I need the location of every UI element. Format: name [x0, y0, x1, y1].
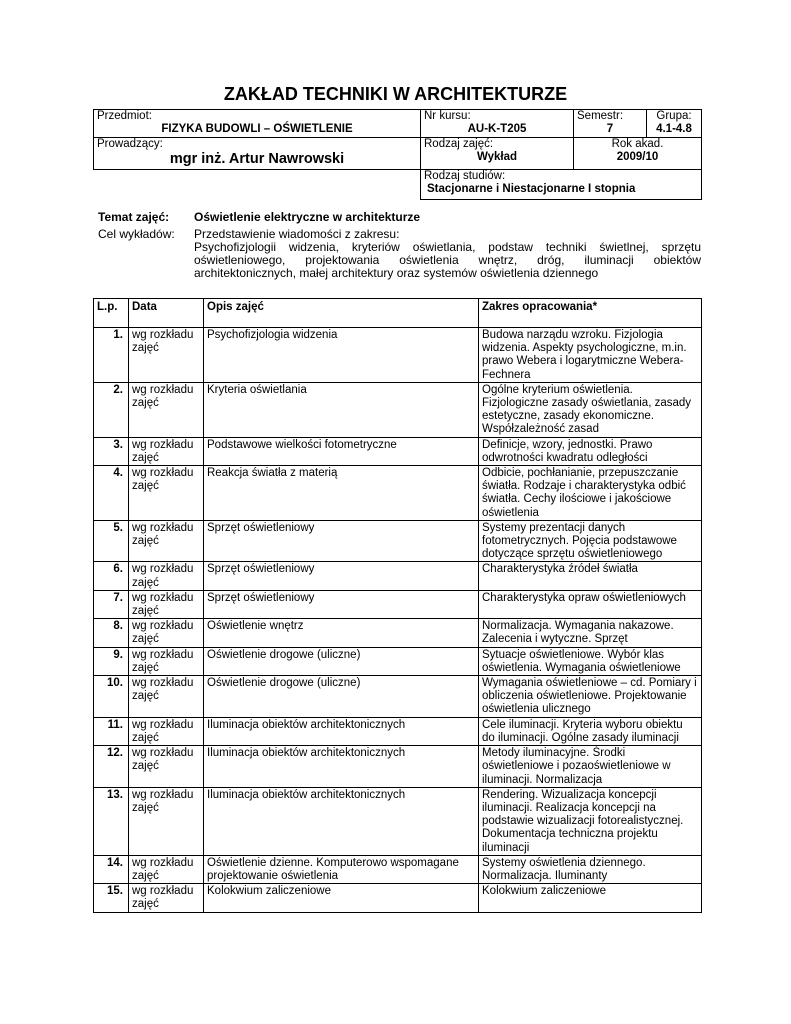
academic-year-label: Rok akad.	[611, 138, 664, 150]
row-lp: 9.	[94, 647, 129, 675]
row-description: Sprzęt oświetleniowy	[204, 562, 479, 590]
table-row	[94, 382, 702, 437]
row-lp: 1.	[94, 328, 129, 383]
row-date: wg rozkładu zajęć	[129, 787, 204, 855]
topic-label: Temat zajęć:	[98, 210, 170, 224]
row-scope: Rendering. Wizualizacja koncepcji iluminacji. Realizacja koncepcji na podstawie wizualizacji fotorealistycznej. Dokumentacja techniczna projektu iluminacji	[479, 787, 702, 855]
table-row	[94, 619, 702, 647]
row-lp: 11.	[94, 717, 129, 745]
header-scope: Zakres opracowania*	[479, 299, 702, 328]
row-scope: Metody iluminacyjne. Środki oświetleniowe i pozaoświetleniowe w iluminacji. Normalizacja	[479, 746, 702, 788]
academic-year-cell	[574, 138, 702, 170]
row-description: Oświetlenie drogowe (uliczne)	[204, 647, 479, 675]
row-lp: 4.	[94, 466, 129, 521]
class-type-cell	[421, 138, 574, 170]
row-date: wg rozkładu zajęć	[129, 884, 204, 912]
row-description: Oświetlenie wnętrz	[204, 619, 479, 647]
row-scope: Cele iluminacji. Kryteria wyboru obiektu do iluminacji. Ogólne zasady iluminacji	[479, 717, 702, 745]
course-no-label: Nr kursu:	[424, 110, 471, 122]
lecturer-cell	[94, 138, 421, 170]
study-type-cell	[421, 170, 702, 200]
row-description: Sprzęt oświetleniowy	[204, 520, 479, 562]
row-date: wg rozkładu zajęć	[129, 466, 204, 521]
row-description: Sprzęt oświetleniowy	[204, 590, 479, 618]
row-date: wg rozkładu zajęć	[129, 382, 204, 437]
table-row	[94, 466, 702, 521]
header-description: Opis zajęć	[204, 299, 479, 328]
row-description: Iluminacja obiektów architektonicznych	[204, 746, 479, 788]
group-label: Grupa:	[656, 110, 692, 122]
row-lp: 7.	[94, 590, 129, 618]
goal-text: Psychofizjologii widzenia, kryteriów oświetlania, podstaw techniki świetlnej, sprzętu oświetleniowego, projektowania oświetlenia wnętrz, dróg, iluminacji obiektów architektonicznych, małej architektury oraz systemów oświetlenia dziennego	[194, 240, 701, 280]
class-type-value: Wykład	[476, 151, 518, 163]
topic-block	[98, 211, 701, 280]
study-type-label: Rodzaj studiów:	[424, 170, 506, 182]
lecturer-value: mgr inż. Artur Nawrowski	[169, 151, 345, 167]
row-scope: Ogólne kryterium oświetlenia. Fizjologiczne zasady oświetlania, zasady estetyczne, zasady ekonomiczne. Współzależność zasad	[479, 382, 702, 437]
subject-cell	[94, 110, 421, 138]
row-lp: 8.	[94, 619, 129, 647]
row-scope: Systemy prezentacji danych fotometrycznych. Pojęcia podstawowe dotyczące sprzętu oświetleniowego	[479, 520, 702, 562]
goal-intro: Przedstawienie wiadomości z zakresu:	[194, 227, 400, 241]
table-row	[94, 787, 702, 855]
class-type-label: Rodzaj zajęć:	[424, 138, 494, 150]
subject-value: FIZYKA BUDOWLI – OŚWIETLENIE	[161, 123, 353, 135]
row-date: wg rozkładu zajęć	[129, 855, 204, 883]
row-date: wg rozkładu zajęć	[129, 590, 204, 618]
row-lp: 15.	[94, 884, 129, 912]
semester-cell	[574, 110, 647, 138]
row-scope: Charakterystyka opraw oświetleniowych	[479, 590, 702, 618]
row-date: wg rozkładu zajęć	[129, 520, 204, 562]
goal-content	[194, 228, 701, 280]
semester-label: Semestr:	[577, 110, 624, 122]
row-date: wg rozkładu zajęć	[129, 619, 204, 647]
academic-year-value: 2009/10	[616, 151, 659, 163]
group-value: 4.1-4.8	[656, 123, 692, 135]
table-row	[94, 328, 702, 383]
row-scope: Budowa narządu wzroku. Fizjologia widzenia. Aspekty psychologiczne, m.in. prawo Webera i logarytmiczne Webera-Fechnera	[479, 328, 702, 383]
course-no-value: AU-K-T205	[467, 123, 527, 135]
row-lp: 5.	[94, 520, 129, 562]
row-scope: Normalizacja. Wymagania nakazowe. Zalecenia i wytyczne. Sprzęt	[479, 619, 702, 647]
row-description: Kolokwium zaliczeniowe	[204, 884, 479, 912]
study-type-value: Stacjonarne i Niestacjonarne I stopnia	[427, 183, 636, 195]
row-date: wg rozkładu zajęć	[129, 676, 204, 718]
row-date: wg rozkładu zajęć	[129, 746, 204, 788]
row-description: Oświetlenie drogowe (uliczne)	[204, 676, 479, 718]
row-scope: Definicje, wzory, jednostki. Prawo odwrotności kwadratu odległości	[479, 437, 702, 465]
row-lp: 2.	[94, 382, 129, 437]
header-empty-cell	[94, 170, 421, 200]
course-no-cell	[421, 110, 574, 138]
table-row	[94, 562, 702, 590]
row-description: Iluminacja obiektów architektonicznych	[204, 717, 479, 745]
table-row	[94, 746, 702, 788]
row-date: wg rozkładu zajęć	[129, 437, 204, 465]
lecturer-label: Prowadzący:	[97, 138, 163, 150]
row-date: wg rozkładu zajęć	[129, 717, 204, 745]
row-lp: 12.	[94, 746, 129, 788]
goal-row	[98, 228, 701, 280]
table-row	[94, 717, 702, 745]
row-lp: 13.	[94, 787, 129, 855]
header-lp: L.p.	[94, 299, 129, 328]
row-date: wg rozkładu zajęć	[129, 562, 204, 590]
row-description: Kryteria oświetlania	[204, 382, 479, 437]
row-description: Psychofizjologia widzenia	[204, 328, 479, 383]
semester-value: 7	[606, 123, 614, 135]
row-description: Oświetlenie dzienne. Komputerowo wspomagane projektowanie oświetlenia	[204, 855, 479, 883]
row-description: Iluminacja obiektów architektonicznych	[204, 787, 479, 855]
course-header-table	[93, 109, 702, 200]
schedule-table	[93, 298, 702, 913]
goal-label: Cel wykładów:	[98, 227, 175, 241]
topic-row	[98, 211, 701, 224]
row-description: Podstawowe wielkości fotometryczne	[204, 437, 479, 465]
row-scope: Sytuacje oświetleniowe. Wybór klas oświetlenia. Wymagania oświetleniowe	[479, 647, 702, 675]
row-scope: Wymagania oświetleniowe – cd. Pomiary i obliczenia oświetleniowe. Projektowanie oświetlenia ulicznego	[479, 676, 702, 718]
table-row	[94, 520, 702, 562]
table-row	[94, 590, 702, 618]
row-description: Reakcja światła z materią	[204, 466, 479, 521]
table-row	[94, 676, 702, 718]
table-row	[94, 884, 702, 912]
row-scope: Charakterystyka źródeł światła	[479, 562, 702, 590]
row-scope: Systemy oświetlenia dziennego. Normalizacja. Iluminanty	[479, 855, 702, 883]
row-lp: 6.	[94, 562, 129, 590]
header-date: Data	[129, 299, 204, 328]
topic-value: Oświetlenie elektryczne w architekturze	[194, 210, 421, 224]
row-lp: 3.	[94, 437, 129, 465]
page-title: ZAKŁAD TECHNIKI W ARCHITEKTURZE	[223, 84, 568, 104]
group-cell	[647, 110, 702, 138]
table-row	[94, 437, 702, 465]
row-date: wg rozkładu zajęć	[129, 328, 204, 383]
row-date: wg rozkładu zajęć	[129, 647, 204, 675]
row-lp: 14.	[94, 855, 129, 883]
subject-label: Przedmiot:	[97, 110, 152, 122]
row-scope: Kolokwium zaliczeniowe	[479, 884, 702, 912]
row-lp: 10.	[94, 676, 129, 718]
row-scope: Odbicie, pochłanianie, przepuszczanie światła. Rodzaje i charakterystyka odbić światła. Cechy ilościowe i jakościowe oświetlenia	[479, 466, 702, 521]
schedule-header-row	[94, 299, 702, 328]
table-row	[94, 647, 702, 675]
table-row	[94, 855, 702, 883]
